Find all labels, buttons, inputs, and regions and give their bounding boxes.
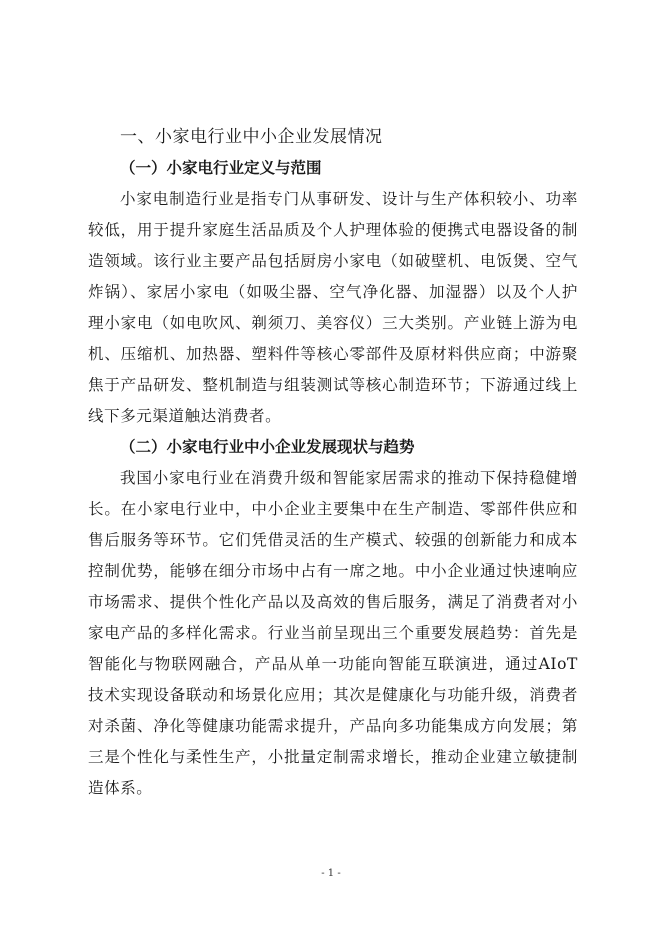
- paragraph-definition: 小家电制造行业是指专门从事研发、设计与生产体积较小、功率较低，用于提升家庭生活品质及个人护理体验的便携式电器设备的制造领域。该行业主要产品包括厨房小家电（如破壁机、电饭煲、空气炸锅）、家居小家电（如吸尘器、空气净化器、加湿器）以及个人护理小家电（如电吹风、剃须刀、美容仪）三大类别。产业链上游为电机、压缩机、加热器、塑料件等核心零部件及原材料供应商；中游聚焦于产品研发、整机制造与组装测试等核心制造环节；下游通过线上线下多元渠道触达消费者。: [88, 190, 578, 425]
- subsection-heading-definition: （一）小家电行业定义与范围: [120, 159, 322, 177]
- paragraph-status-trends: 我国小家电行业在消费升级和智能家居需求的推动下保持稳健增长。在小家电行业中，中小企业主要集中在生产制造、零部件供应和售后服务等环节。它们凭借灵活的生产模式、较强的创新能力和成本控制优势，能够在细分市场中占有一席之地。中小企业通过快速响应市场需求、提供个性化产品以及高效的售后服务，满足了消费者对小家电产品的多样化需求。行业当前呈现出三个重要发展趋势：首先是智能化与物联网融合，产品从单一功能向智能互联演进，通过AIoT技术实现设备联动和场景化应用；其次是健康化与功能升级，消费者对杀菌、净化等健康功能需求提升，产品向多功能集成方向发展；第三是个性化与柔性生产，小批量定制需求增长，推动企业建立敏捷制造体系。: [88, 469, 578, 797]
- subsection-heading-status-trends: （二）小家电行业中小企业发展现状与趋势: [120, 438, 415, 456]
- page-number: - 1 -: [321, 868, 341, 879]
- document-body: [88, 122, 578, 804]
- section-heading: 一、小家电行业中小企业发展情况: [120, 127, 383, 147]
